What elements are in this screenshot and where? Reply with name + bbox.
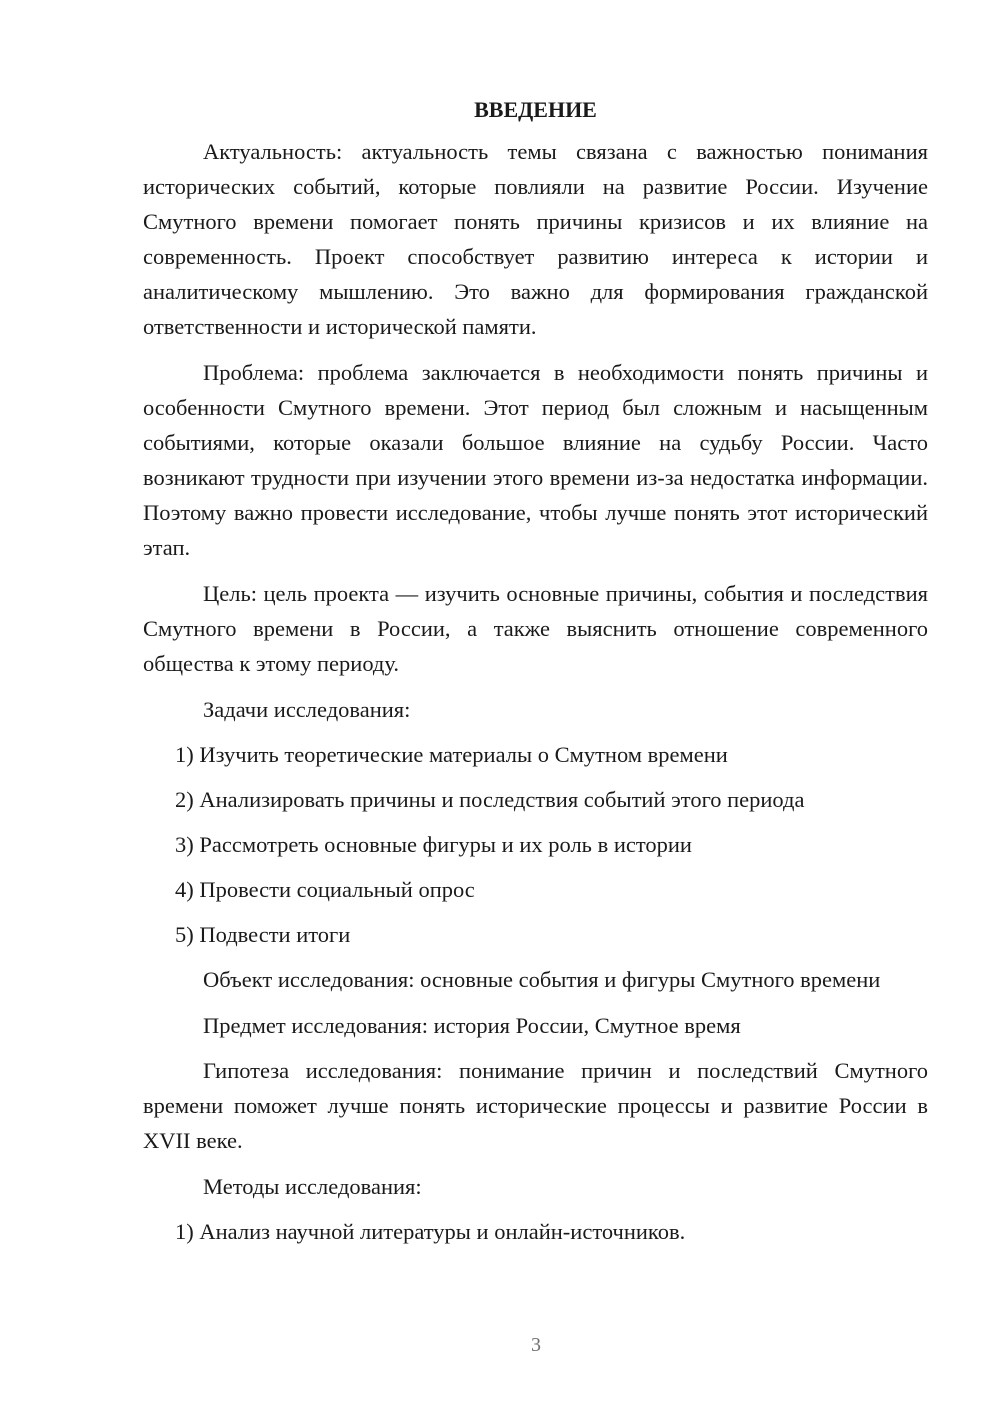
list-item: 2) Анализировать причины и последствия событий этого периода — [175, 787, 805, 812]
list-item: 3) Рассмотреть основные фигуры и их роль в истории — [175, 832, 692, 857]
document-page — [143, 92, 928, 1259]
document-title: ВВЕДЕНИЕ — [474, 97, 597, 122]
tasks-heading: Задачи исследования: — [203, 697, 411, 722]
list-item: 1) Анализ научной литературы и онлайн-источников. — [175, 1219, 686, 1244]
methods-heading: Методы исследования: — [203, 1174, 422, 1199]
problem-paragraph: Проблема: проблема заключается в необходимости понять причины и особенности Смутного времени. Этот период был сложным и насыщенным событиями, которые оказали большое влияние на судьбу России. Часто возникают трудности при изучении этого времени из-за недостатка информации. Поэтому важно провести исследование, чтобы лучше понять этот исторический этап. — [143, 360, 928, 560]
list-item: 5) Подвести итоги — [175, 922, 351, 947]
methods-list — [143, 1214, 928, 1249]
list-item: 1) Изучить теоретические материалы о Смутном времени — [175, 742, 728, 767]
page-number: 3 — [531, 1334, 541, 1356]
list-item: 4) Провести социальный опрос — [175, 877, 475, 902]
tasks-list — [143, 737, 928, 952]
object-paragraph: Объект исследования: основные события и фигуры Смутного времени — [203, 967, 881, 992]
subject-paragraph: Предмет исследования: история России, Смутное время — [203, 1013, 741, 1038]
relevance-paragraph: Актуальность: актуальность темы связана с важностью понимания исторических событий, которые повлияли на развитие России. Изучение Смутного времени помогает понять причины кризисов и их влияние на современность. Проект способствует развитию интереса к истории и аналитическому мышлению. Это важно для формирования гражданской ответственности и исторической памяти. — [143, 139, 928, 339]
goal-paragraph: Цель: цель проекта — изучить основные причины, события и последствия Смутного времени в России, а также выяснить отношение современного общества к этому периоду. — [143, 581, 928, 676]
hypothesis-paragraph: Гипотеза исследования: понимание причин и последствий Смутного времени поможет лучше понять исторические процессы и развитие России в XVII веке. — [143, 1058, 928, 1153]
